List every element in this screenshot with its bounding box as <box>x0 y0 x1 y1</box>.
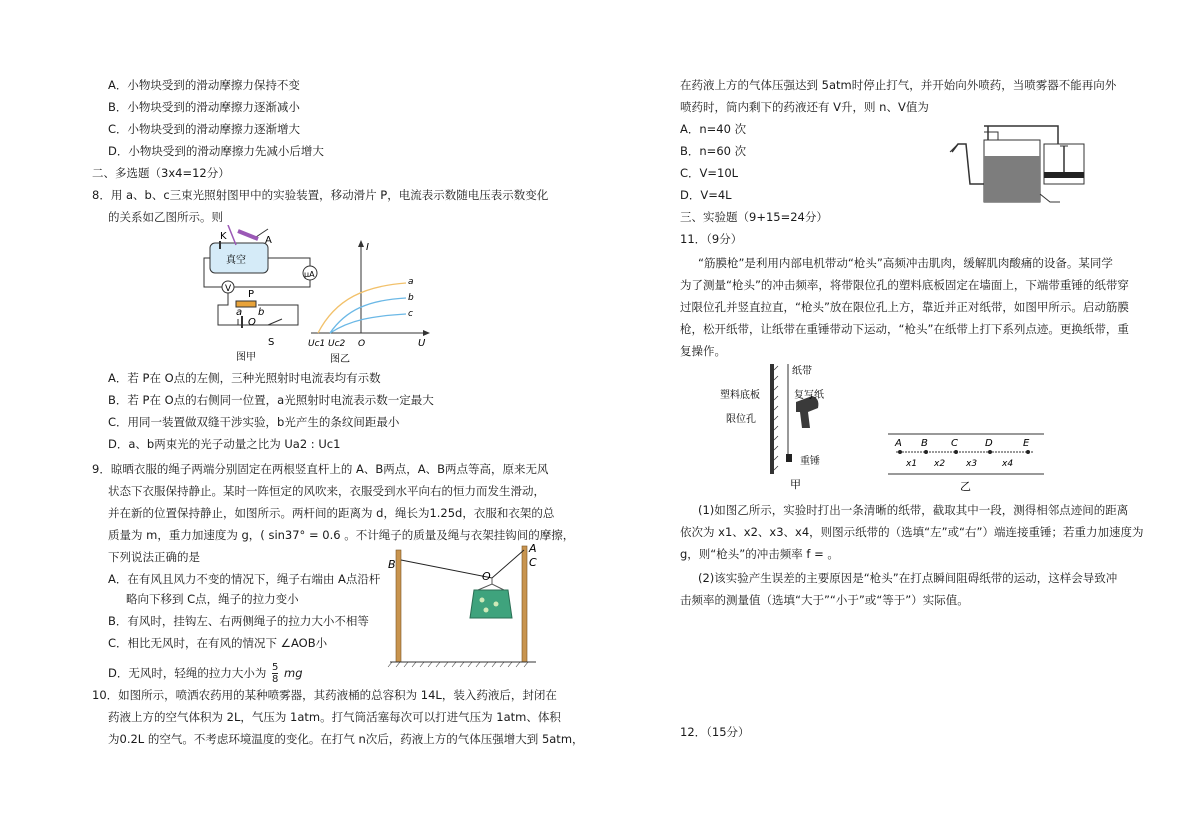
q9-stem-line2: 状态下衣服保持静止。某时一阵恒定的风吹来，衣服受到水平向右的恒力而发生滑动， <box>108 484 545 498</box>
q11-para-line4: 枪，松开纸带，让纸带在重锤带动下运动，“枪头”在纸带上打下系列点迹。更换纸带，重 <box>680 322 1129 336</box>
section-multiple-choice: 二、多选题（3x4=12分） <box>92 166 230 180</box>
fraction-denominator: 8 <box>272 674 279 685</box>
q11-sub2-line2: 击频率的测量值（选填“大于”“小于”或“等于”）实际值。 <box>680 593 969 607</box>
q12-header: 12．（15分） <box>680 725 750 739</box>
q8-circuit-figure <box>198 225 326 365</box>
origin-O: O <box>358 339 366 349</box>
label-paper-tape: 纸带 <box>792 366 812 377</box>
q9-option-d-text: D．无风时，轻绳的拉力大小为 <box>108 666 267 680</box>
curve-c: c <box>408 309 413 319</box>
q11-para-line5: 复操作。 <box>680 344 726 358</box>
label-weight: 重锤 <box>800 456 820 467</box>
point-tape-C: C <box>951 438 958 449</box>
q9-stem-line4: 质量为 m，重力加速度为 g，( sin37° = 0.6 。不计绳子的质量及绳与衣架挂钩间的摩擦， <box>108 528 575 542</box>
q10-cont-line1: 在药液上方的气体压强达到 5atm时停止打气，并开始向外喷药，当喷雾器不能再向外 <box>680 78 1117 92</box>
q9-clothesline-figure <box>386 538 546 670</box>
fraction-numerator: 5 <box>272 662 279 673</box>
q8-option-d: D．a、b两束光的光子动量之比为 Ua2 : Uc1 <box>108 437 341 451</box>
q10-stem-line3: 为0.2L 的空气。不考虑环境温度的变化。在打气 n次后，药液上方的气体压强增大到 5atm， <box>108 732 584 746</box>
point-B: B <box>388 558 396 571</box>
label-a: a <box>236 307 243 318</box>
sprayer-figure <box>940 122 1110 206</box>
q11-sub1-line1: (1)如图乙所示，实验时打出一条清晰的纸带，截取其中一段，测得相邻点迹间的距离 <box>698 503 1129 517</box>
q9-stem-line3: 并在新的位置保持静止，如图所示。两杆间的距离为 d，绳长为1.25d，衣服和衣架的总 <box>108 506 555 520</box>
curve-a: a <box>408 277 414 287</box>
axis-U: U <box>418 338 426 349</box>
point-tape-B: B <box>921 438 928 449</box>
label-S: S <box>268 337 275 348</box>
q11-header: 11．（9分） <box>680 232 743 246</box>
q7-option-b: B．小物块受到的滑动摩擦力逐渐减小 <box>108 100 300 114</box>
figure-jia-caption: 甲 <box>790 478 801 491</box>
tick-uc1: Uc1 <box>308 339 326 349</box>
q11-sub2-line1: (2)该实验产生误差的主要原因是“枪头”在打点瞬间阻碍纸带的运动，这样会导致冲 <box>698 571 1118 585</box>
curve-b: b <box>408 293 414 303</box>
q9-option-d <box>108 662 303 685</box>
q10-stem-line1: 10．如图所示，喷洒农药用的某种喷雾器，其药液桶的总容积为 14L，装入药液后，封闭在 <box>92 688 557 702</box>
q8-stem-line2: 的关系如乙图所示。则 <box>108 210 223 224</box>
q11-para-line1: “筋膜枪”是利用内部电机带动“枪头”高频冲击肌肉，缓解肌肉酸痛的设备。某同学 <box>698 256 1113 270</box>
point-C: C <box>529 556 537 569</box>
label-K: K <box>220 231 227 242</box>
point-tape-A: A <box>895 438 902 449</box>
q8-option-a: A．若 P在 O点的左侧，三种光照射时电流表均有示数 <box>108 371 381 385</box>
q10-option-c: C．V=10L <box>680 166 739 180</box>
fraction <box>272 662 278 685</box>
q9-option-c: C．相比无风时，在有风的情况下 ∠AOB小 <box>108 636 328 650</box>
q10-stem-line2: 药液上方的空气体积为 2L，气压为 1atm。打气筒活塞每次可以打进气压为 1atm、体积 <box>108 710 561 724</box>
axis-I: I <box>366 242 369 253</box>
mg-symbol: mg <box>284 666 303 680</box>
paper-tape-figure <box>884 430 1054 492</box>
gap-x4: x4 <box>1002 459 1014 469</box>
point-tape-D: D <box>985 438 993 449</box>
q8-option-c: C．用同一装置做双缝干涉实验，b光产生的条纹间距最小 <box>108 415 400 429</box>
label-microammeter: μA <box>304 270 315 279</box>
q7-option-c: C．小物块受到的滑动摩擦力逐渐增大 <box>108 122 301 136</box>
gap-x3: x3 <box>966 459 978 469</box>
q7-option-a: A．小物块受到的滑动摩擦力保持不变 <box>108 78 300 92</box>
label-O: O <box>248 317 256 328</box>
label-b: b <box>258 307 265 318</box>
point-A: A <box>529 542 537 555</box>
label-vacuum: 真空 <box>226 255 246 266</box>
q11-sub1-line3: g，则“枪头”的冲击频率 f = 。 <box>680 547 839 561</box>
q8-stem-line1: 8．用 a、b、c三束光照射图甲中的实验装置，移动滑片 P，电流表示数随电压表示数变化 <box>92 188 549 202</box>
q10-option-a: A．n=40 次 <box>680 122 747 136</box>
gap-x2: x2 <box>934 459 946 469</box>
section-experiment: 三、实验题（9+15=24分） <box>680 210 828 224</box>
label-P: P <box>248 289 255 300</box>
q9-option-a-cont: 略向下移到 C点，绳子的拉力变小 <box>126 592 299 606</box>
q8-option-b: B．若 P在 O点的右侧同一位置，a光照射时电流表示数一定最大 <box>108 393 434 407</box>
q8-iu-graph <box>306 238 436 366</box>
figure-yi-caption: 乙 <box>960 480 971 492</box>
q9-option-b: B．有风时，挂钩左、右两侧绳子的拉力大小不相等 <box>108 614 369 628</box>
q10-option-d: D．V=4L <box>680 188 732 202</box>
point-tape-E: E <box>1023 438 1030 449</box>
massage-gun-figure <box>720 362 870 492</box>
label-carbon-paper: 复写纸 <box>794 390 824 401</box>
figure-b-caption: 图乙 <box>330 354 350 365</box>
gap-x1: x1 <box>906 459 918 469</box>
q7-option-d: D．小物块受到的滑动摩擦力先减小后增大 <box>108 144 324 158</box>
q10-option-b: B．n=60 次 <box>680 144 747 158</box>
q9-stem-line5: 下列说法正确的是 <box>108 550 200 564</box>
point-O: O <box>482 570 491 583</box>
figure-a-caption: 图甲 <box>236 352 256 363</box>
label-limit-hole: 限位孔 <box>726 414 756 425</box>
tick-uc2: Uc2 <box>328 339 346 349</box>
label-plastic-plate: 塑料底板 <box>720 390 760 401</box>
q9-stem-line1: 9．晾晒衣服的绳子两端分别固定在两根竖直杆上的 A、B两点，A、B两点等高，原来无风 <box>92 462 549 476</box>
q9-option-a: A．在有风且风力不变的情况下，绳子右端由 A点沿杆 <box>108 572 381 586</box>
label-A: A <box>265 235 272 246</box>
q11-para-line3: 过限位孔并竖直拉直，“枪头”放在限位孔上方，靠近并正对纸带，如图甲所示。启动筋膜 <box>680 300 1129 314</box>
label-voltmeter: V <box>225 284 232 294</box>
q11-sub1-line2: 依次为 x1、x2、x3、x4，则图示纸带的（选填“左”或“右”）端连接重锤；若重力加速度为 <box>680 525 1144 539</box>
q11-para-line2: 为了测量“枪头”的冲击频率，将带限位孔的塑料底板固定在墙面上，下端带重锤的纸带穿 <box>680 278 1129 292</box>
q10-cont-line2: 喷药时，筒内剩下的药液还有 V升，则 n、V值为 <box>680 100 929 114</box>
